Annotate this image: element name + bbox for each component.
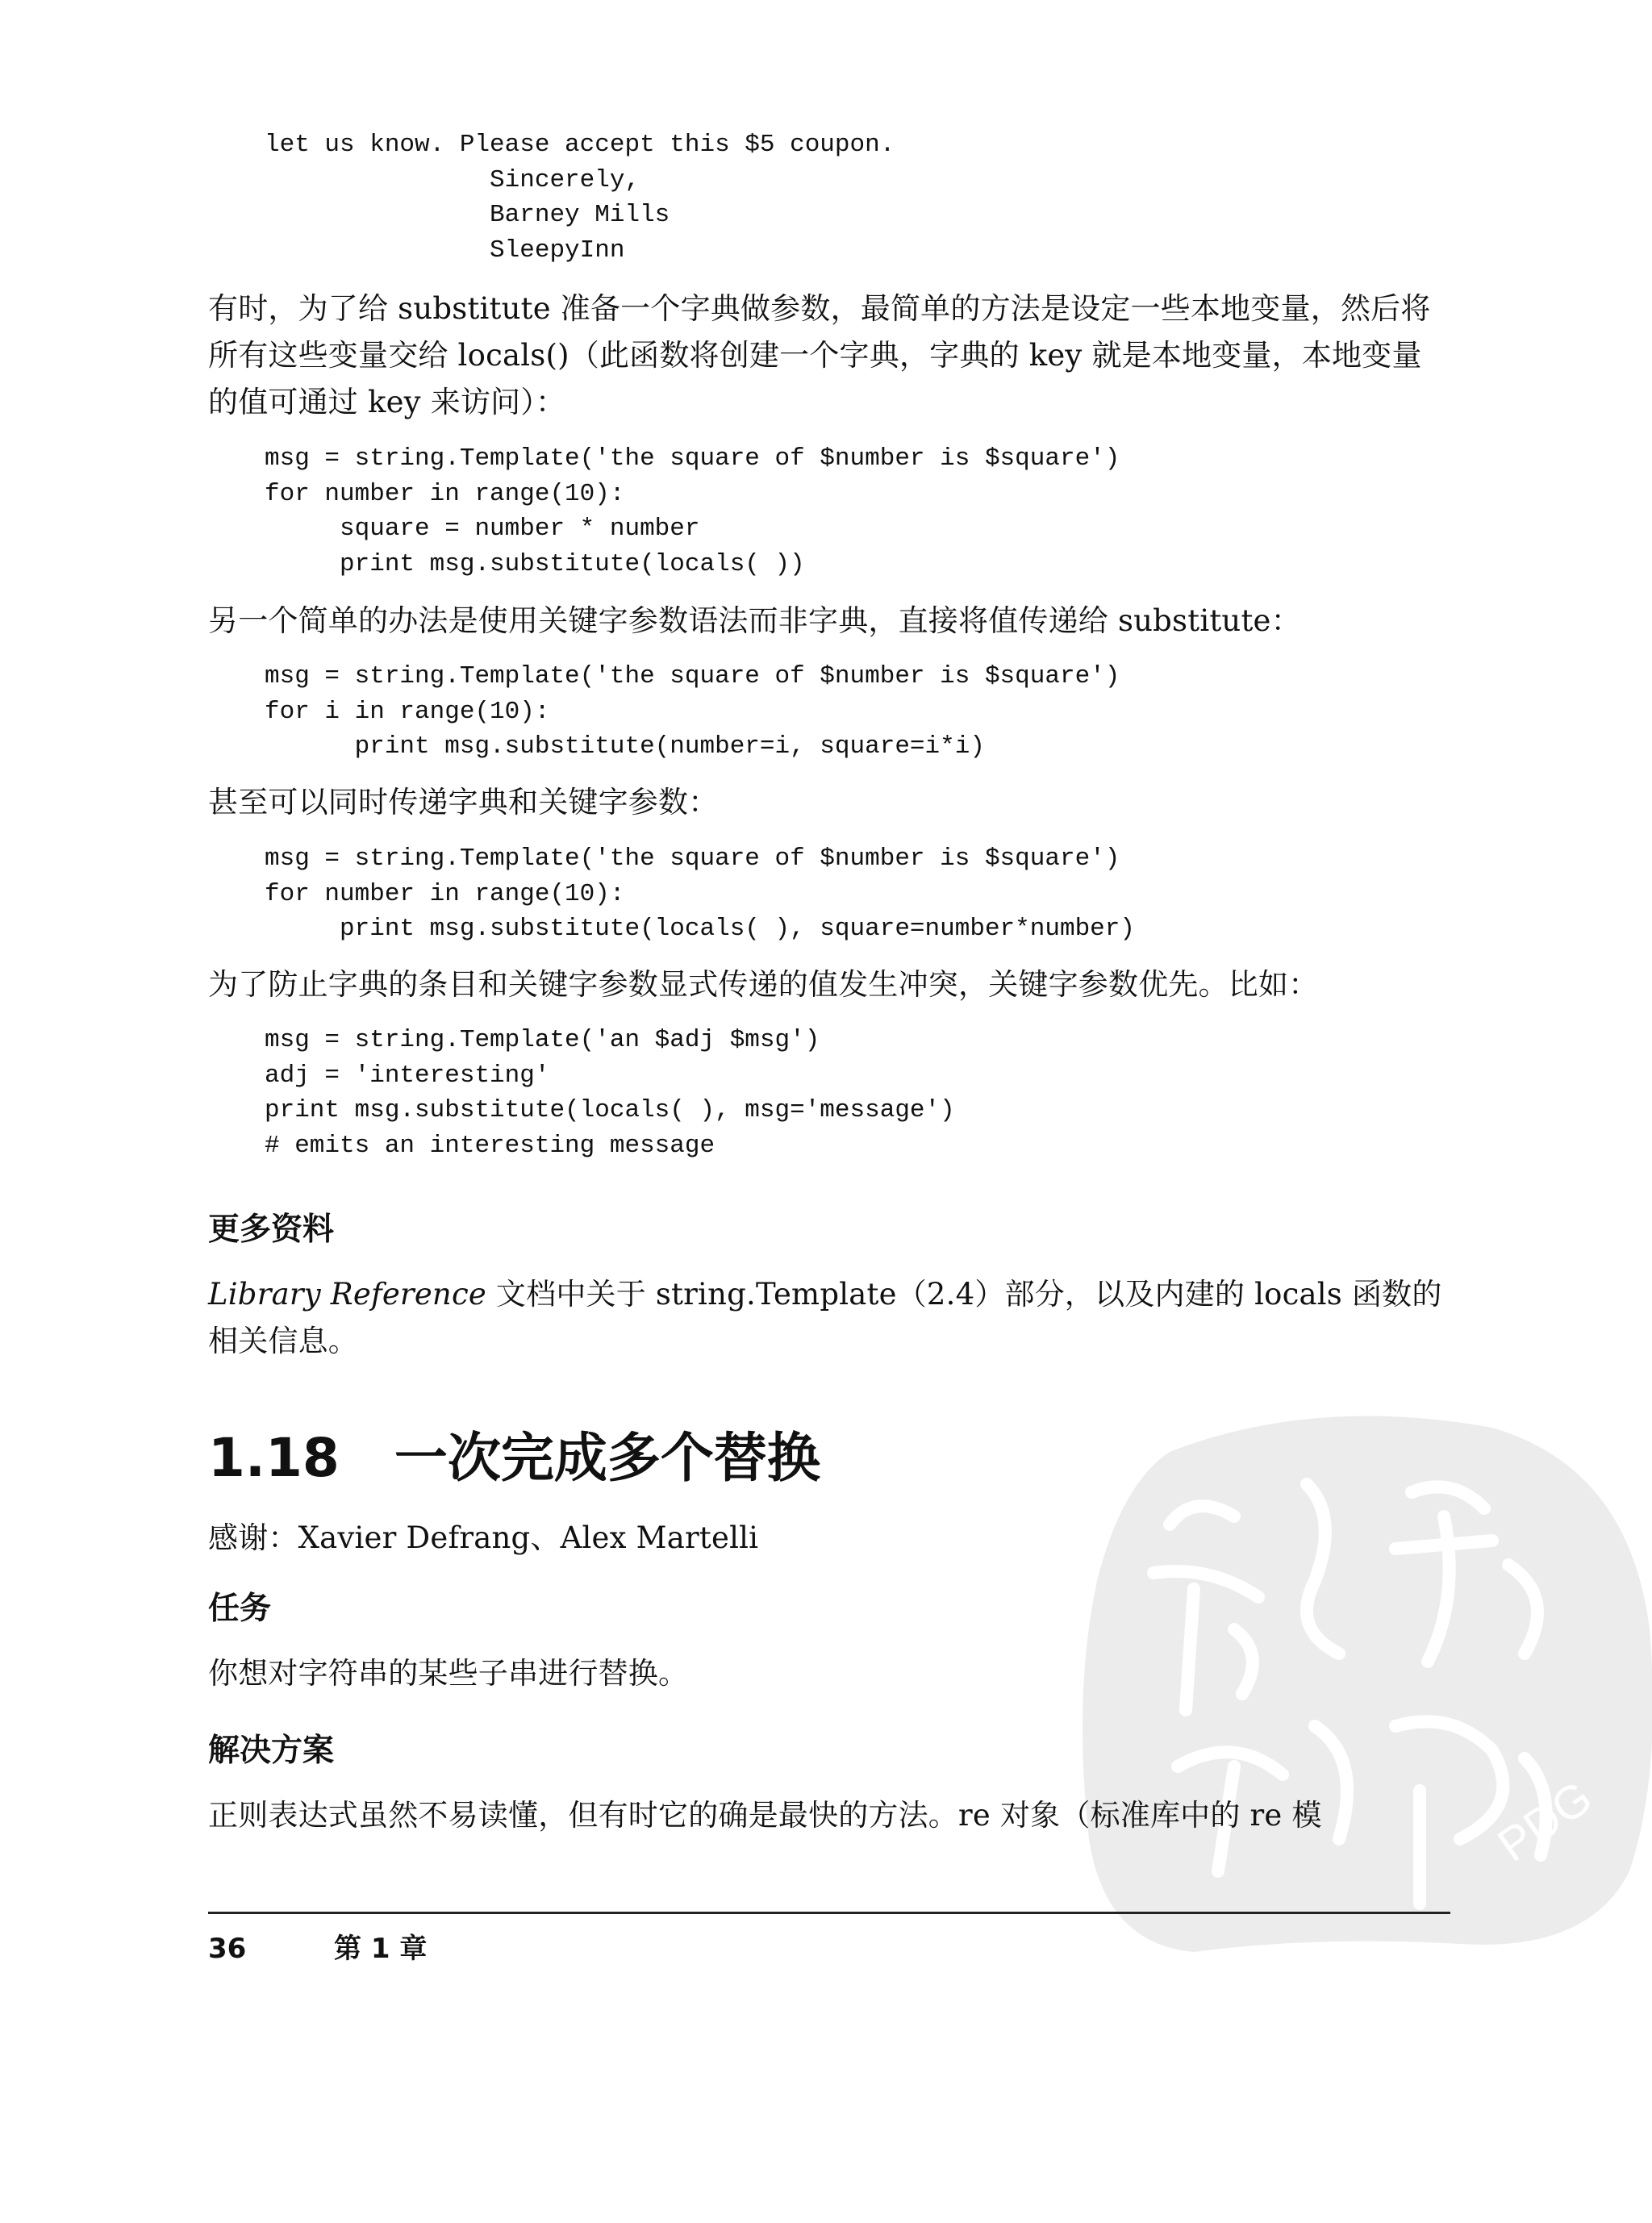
heading-task: 任务	[208, 1591, 272, 1627]
paragraph-locals: 有时，为了给 substitute 准备一个字典做参数，最简单的方法是设定一些本地变量，然后将所有这些变量交给 locals()（此函数将创建一个字典，字典的 key 就是本地变量，本地变量的值可通过 key 来访问）：	[208, 291, 1431, 419]
paragraph-solution: 正则表达式虽然不易读懂，但有时它的确是最快的方法。re 对象（标准库中的 re 模	[208, 1798, 1322, 1833]
paragraph-dict-and-keywords: 甚至可以同时传递字典和关键字参数：	[208, 785, 719, 820]
section-title-text: 一次完成多个替换	[394, 1427, 820, 1489]
paragraph-keyword-args: 另一个简单的办法是使用关键字参数语法而非字典，直接将值传递给 substitute：	[208, 603, 1301, 638]
heading-solution: 解决方案	[208, 1733, 335, 1769]
paragraph-more-info	[208, 1271, 1450, 1365]
code-letter-tail: let us know. Please accept this $5 coupon. Sincerely, Barney Mills SleepyInn	[265, 131, 895, 265]
chapter-label: 第 1 章	[334, 1933, 428, 1965]
paragraph-task: 你想对字符串的某些子串进行替换。	[208, 1656, 689, 1691]
code-block-keyword-args: msg = string.Template('the square of $number is $square') for i in range(10): print msg.substitute(number=i, square=i*i)	[265, 662, 1120, 761]
code-block-priority: msg = string.Template('an $adj $msg') adj = 'interesting' print msg.substitute(locals( ), msg='message') # emits an interesting message	[265, 1026, 955, 1160]
page-number: 36	[208, 1933, 247, 1965]
code-block-locals: msg = string.Template('the square of $number is $square') for number in range(10): square = number * number print msg.substitute(locals( ))	[265, 444, 1120, 578]
paragraph-keyword-priority: 为了防止字典的条目和关键字参数显式传递的值发生冲突，关键字参数优先。比如：	[208, 967, 1319, 1002]
heading-more-info: 更多资料	[208, 1212, 335, 1248]
credits-line: 感谢：Xavier Defrang、Alex Martelli	[208, 1520, 759, 1555]
svg-text:PDG: PDG	[1488, 1770, 1602, 1872]
footer-rule	[208, 1912, 1450, 1914]
more-info-text: 文档中关于 string.Template（2.4）部分，以及内建的 locals 函数的相关信息。	[208, 1277, 1442, 1358]
section-number: 1.18	[208, 1427, 340, 1489]
code-block-dict-and-keywords: msg = string.Template('the square of $number is $square') for number in range(10): print msg.substitute(locals( ), square=number*number)	[265, 845, 1135, 943]
library-reference-title: Library Reference	[208, 1277, 486, 1312]
section-title	[208, 1426, 820, 1491]
